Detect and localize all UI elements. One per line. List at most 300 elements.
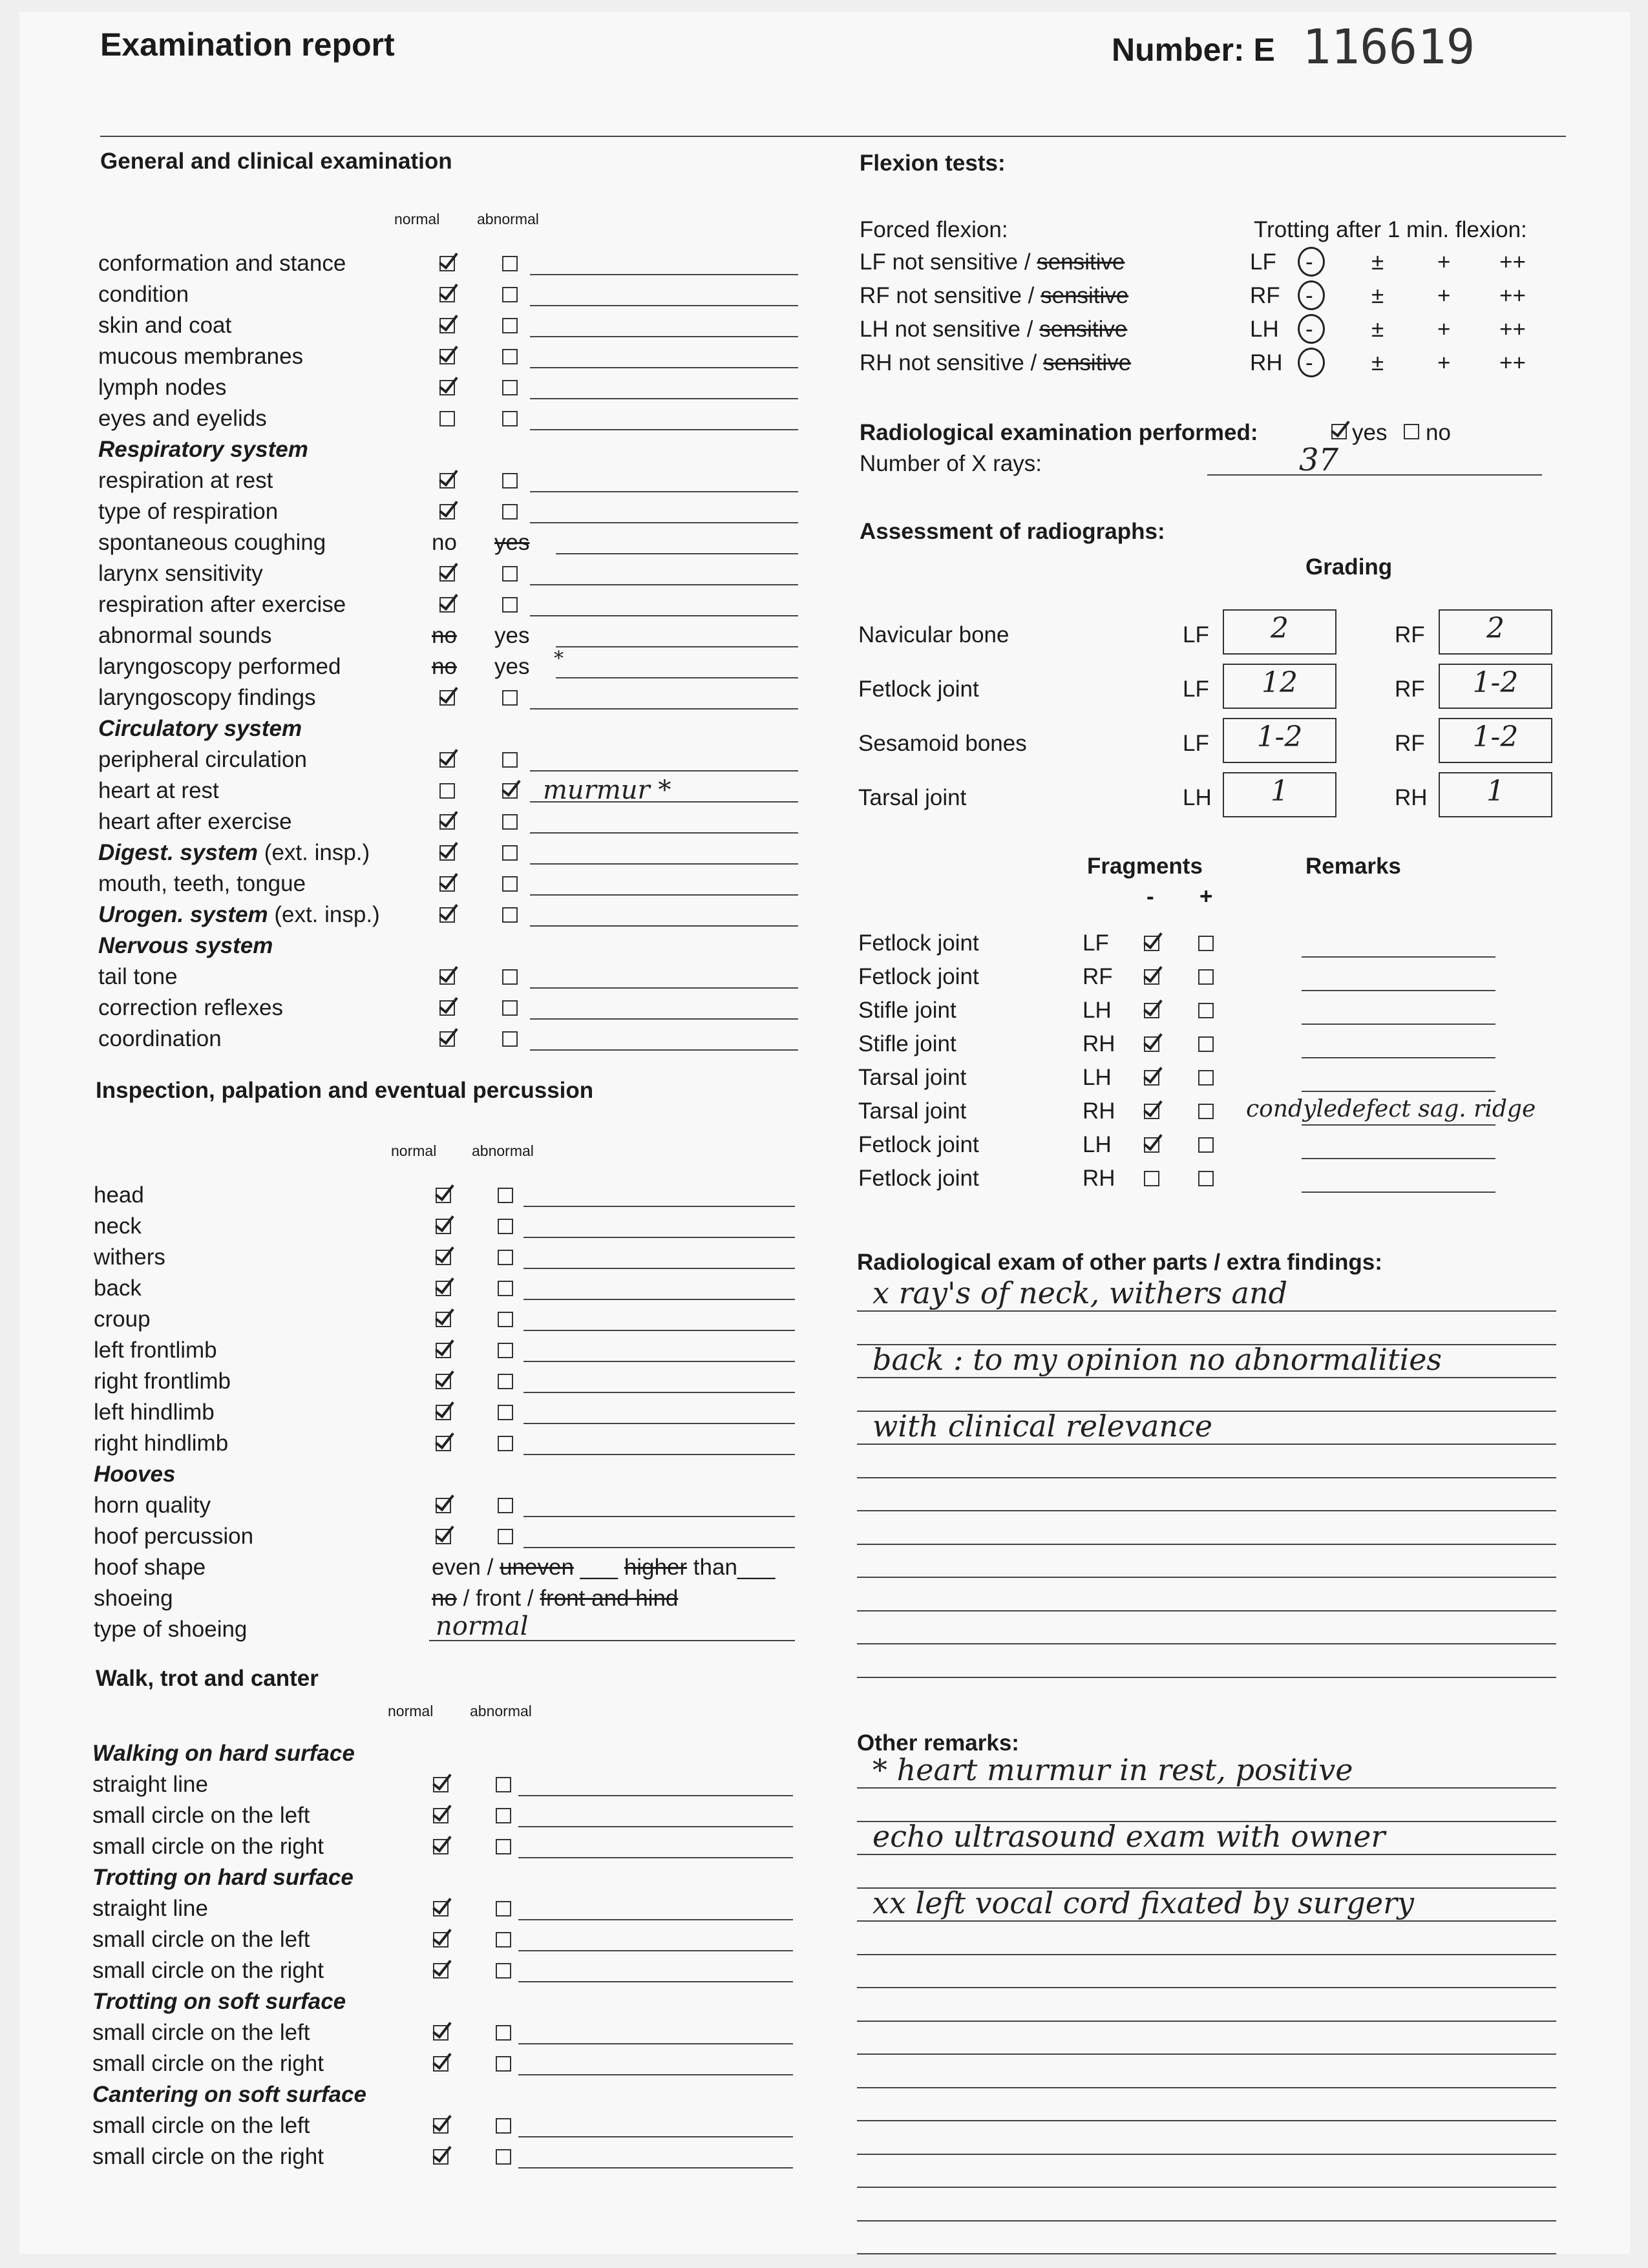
yes-option: yes [494,530,530,555]
row-label: small circle on the left [92,2020,310,2045]
normal-checkbox[interactable] [439,752,455,768]
abnormal-checkbox[interactable] [496,1839,511,1854]
handwritten-line: back : to my opinion no abnormalities [872,1342,1442,1377]
shoeing-c: front and hind [540,1586,679,1611]
row-label: small circle on the right [92,2144,324,2169]
handwritten-line: xx left vocal cord fixated by surgery [872,1885,1415,1920]
general-normal-header: normal [394,211,440,227]
fragment-joint-label: Fetlock joint [858,964,979,989]
normal-checkbox[interactable] [439,504,455,520]
flexion-row-label [860,350,1131,376]
remark-line [523,1454,795,1455]
remark-line [530,305,798,306]
assessment-right-leg: RF [1395,677,1425,702]
subsection-heading: Circulatory system [98,716,302,741]
assessment-left-leg: LF [1183,622,1209,647]
radiology-performed-label: Radiological examination performed: [860,420,1258,445]
flexion-grade: + [1437,317,1451,342]
normal-checkbox[interactable] [439,566,455,582]
abnormal-checkbox[interactable] [498,1374,513,1389]
normal-checkbox[interactable] [436,1498,451,1513]
flexion-grade: + [1437,249,1451,275]
handwritten-line: * heart murmur in rest, positive [872,1752,1353,1787]
row-label: right frontlimb [94,1369,231,1394]
fragment-minus-checkbox[interactable] [1144,1171,1159,1186]
fragment-plus-checkbox[interactable] [1198,1171,1214,1186]
grade-value-right: 1 [1486,775,1505,808]
fragment-plus-checkbox[interactable] [1198,1104,1214,1119]
flexion-grade: ++ [1499,350,1526,375]
other-parts-title: Radiological exam of other parts / extra findings: [857,1250,1382,1275]
row-label: small circle on the left [92,1927,310,1952]
fragment-plus-checkbox[interactable] [1198,1003,1214,1018]
shoeing-options [432,1586,678,1612]
normal-checkbox[interactable] [433,1839,449,1854]
fragment-leg: LH [1083,1065,1112,1090]
fragment-minus-checkbox[interactable] [1144,1070,1159,1086]
assessment-right-leg: RF [1395,731,1425,756]
abnormal-checkbox[interactable] [502,349,518,364]
shoeing-b: / front / [456,1586,540,1611]
hoof-shape-e: than___ [687,1555,776,1580]
row-label: respiration at rest [98,468,273,493]
writing-line [857,1987,1556,1988]
abnormal-checkbox[interactable] [496,2056,511,2072]
other-remarks-title: Other remarks: [857,1730,1019,1756]
remark-line [530,615,798,616]
writing-line [857,1477,1556,1478]
assessment-right-leg: RH [1395,785,1428,810]
flexion-grade: ± [1371,350,1384,375]
normal-checkbox[interactable] [439,876,455,892]
normal-checkbox[interactable] [439,907,455,923]
writing-line [857,2053,1556,2055]
hoof-shape-a: even / [432,1555,500,1580]
header-rule [100,136,1566,137]
fragment-minus-checkbox[interactable] [1144,1137,1159,1153]
fragment-remark-line [1302,1124,1495,1126]
abnormal-checkbox[interactable] [498,1312,513,1327]
remark-line [518,1981,793,1982]
row-label: mouth, teeth, tongue [98,871,306,896]
normal-checkbox[interactable] [436,1436,451,1451]
trotting-header: Trotting after 1 min. flexion: [1254,217,1527,242]
inspection-normal-header: normal [391,1142,437,1159]
flexion-circled-grade[interactable] [1298,247,1325,277]
abnormal-checkbox[interactable] [502,566,518,582]
row-label: small circle on the left [92,1803,310,1828]
normal-checkbox[interactable] [439,1000,455,1016]
normal-checkbox[interactable] [439,256,455,271]
row-label: mucous membranes [98,344,304,369]
fragment-minus-checkbox[interactable] [1144,1104,1159,1119]
writing-line [857,2021,1556,2022]
fragment-remark-line [1302,956,1495,958]
flexion-leg: RF [1250,283,1280,308]
normal-checkbox[interactable] [436,1250,451,1265]
normal-checkbox[interactable] [439,411,455,426]
no-option: no [432,654,457,679]
fragment-minus-checkbox[interactable] [1144,1036,1159,1052]
flexion-circled-grade[interactable] [1298,348,1325,377]
flexion-title: Flexion tests: [860,151,1006,176]
fragment-leg: RH [1083,1166,1115,1191]
subsection-heading [98,902,380,928]
remark-line [523,1516,795,1517]
row-label: right hindlimb [94,1431,229,1456]
row-label: type of respiration [98,499,279,524]
row-label: croup [94,1307,151,1332]
flexion-grade: ++ [1499,317,1526,342]
abnormal-checkbox[interactable] [502,876,518,892]
normal-checkbox[interactable] [439,349,455,364]
normal-checkbox[interactable] [439,318,455,333]
fragment-minus-checkbox[interactable] [1144,936,1159,951]
no-option: no [432,530,457,555]
yes-option: yes [494,654,530,679]
remark-line [556,677,798,678]
radiology-yes-label: yes [1352,420,1388,445]
normal-checkbox[interactable] [436,1529,451,1544]
abnormal-checkbox[interactable] [502,597,518,613]
subsection-heading: Respiratory system [98,437,308,462]
fragment-plus-checkbox[interactable] [1198,1036,1214,1052]
abnormal-checkbox[interactable] [498,1436,513,1451]
inspection-section-title: Inspection, palpation and eventual percussion [96,1078,594,1103]
normal-checkbox[interactable] [433,2118,449,2134]
normal-checkbox[interactable] [439,969,455,985]
radiology-no-label: no [1426,420,1451,445]
row-label: abnormal sounds [98,623,272,648]
normal-checkbox[interactable] [436,1312,451,1327]
fragment-joint-label: Fetlock joint [858,1166,979,1191]
subsection-heading [98,840,370,866]
report-title: Examination report [100,26,395,63]
abnormal-checkbox[interactable] [502,380,518,395]
remark-line [523,1299,795,1300]
grade-value-right: 1-2 [1472,666,1519,699]
normal-checkbox[interactable] [433,1963,449,1979]
handwritten-note: normal [436,1612,529,1641]
fragment-joint-label: Tarsal joint [858,1098,967,1124]
row-label: straight line [92,1772,208,1797]
flexion-sensitive: sensitive [1039,317,1128,342]
fragment-plus-checkbox[interactable] [1198,1137,1214,1153]
writing-line [857,1643,1556,1644]
fragment-remark-line [1302,1057,1495,1058]
writing-line [857,1787,1556,1789]
inspection-abnormal-header: abnormal [472,1142,534,1159]
abnormal-checkbox[interactable] [496,1963,511,1979]
grade-value-left: 12 [1262,666,1298,699]
abnormal-checkbox[interactable] [502,690,518,706]
normal-checkbox[interactable] [433,1932,449,1948]
assessment-title: Assessment of radiographs: [860,519,1165,544]
remark-line [556,553,798,554]
gait-normal-header: normal [388,1703,434,1719]
abnormal-checkbox[interactable] [498,1281,513,1296]
remark-line [530,584,798,585]
grading-header: Grading [1305,554,1393,580]
abnormal-checkbox[interactable] [498,1219,513,1234]
abnormal-checkbox[interactable] [502,752,518,768]
abnormal-checkbox[interactable] [498,1498,513,1513]
row-label: coordination [98,1026,222,1051]
radiology-no-checkbox[interactable] [1404,424,1419,439]
fragment-plus-checkbox[interactable] [1198,936,1214,951]
flexion-grade: - [1305,249,1313,275]
row-label: lymph nodes [98,375,227,400]
remark-line [530,336,798,337]
subsection-name: Digest. system [98,840,259,865]
flexion-not-sensitive: RH not sensitive / [860,350,1043,375]
abnormal-checkbox[interactable] [502,1000,518,1016]
subsection-heading: Nervous system [98,933,273,958]
remark-line [523,1547,795,1548]
handwritten-note: * [554,647,564,670]
abnormal-checkbox[interactable] [502,504,518,520]
remark-line [518,2043,793,2044]
normal-checkbox[interactable] [433,2149,449,2165]
remark-line [518,1950,793,1951]
row-label: horn quality [94,1493,211,1518]
fragment-joint-label: Fetlock joint [858,930,979,956]
writing-line [857,1544,1556,1545]
forced-flexion-label: Forced flexion: [860,217,1008,242]
radiology-yes-checkbox[interactable] [1331,424,1347,439]
handwritten-line: echo ultrasound exam with owner [872,1819,1386,1854]
remark-line [530,398,798,399]
flexion-leg: LH [1250,317,1279,342]
normal-checkbox[interactable] [433,1808,449,1823]
fragments-plus-header: + [1199,884,1213,909]
subsection-name: Urogen. system [98,902,268,927]
fragment-joint-label: Stifle joint [858,998,956,1023]
row-label: head [94,1182,144,1208]
remark-line [523,1206,795,1207]
abnormal-checkbox[interactable] [502,783,518,799]
row-label: larynx sensitivity [98,561,263,586]
writing-line [857,1577,1556,1578]
handwritten-line: x ray's of neck, withers and [872,1276,1288,1310]
grade-value-right: 1-2 [1472,720,1519,753]
remark-line [530,863,798,865]
normal-checkbox[interactable] [436,1188,451,1203]
flexion-circled-grade[interactable] [1298,314,1325,344]
remark-line [523,1423,795,1424]
subsection-heading: Trotting on soft surface [92,1989,346,2014]
flexion-grade: - [1305,317,1313,342]
writing-line [857,1954,1556,1955]
gait-abnormal-header: abnormal [470,1703,532,1719]
row-label: neck [94,1213,142,1239]
no-option: no [432,623,457,648]
flexion-grade: + [1437,350,1451,375]
flexion-grade: ++ [1499,283,1526,308]
subsection-heading: Cantering on soft surface [92,2082,366,2107]
flexion-row-label [860,283,1128,309]
abnormal-checkbox[interactable] [498,1343,513,1358]
fragment-minus-checkbox[interactable] [1144,969,1159,985]
abnormal-checkbox[interactable] [502,411,518,426]
normal-checkbox[interactable] [439,783,455,799]
fragments-minus-header: - [1146,884,1154,909]
shoeing-a: no [432,1586,457,1611]
normal-checkbox[interactable] [439,597,455,613]
abnormal-checkbox[interactable] [502,845,518,861]
normal-checkbox[interactable] [433,2056,449,2072]
report-number: 116619 [1302,19,1475,75]
writing-line [857,2120,1556,2121]
hoof-shape-b: uneven [500,1555,574,1580]
remark-line [530,925,798,927]
remark-line [530,367,798,368]
row-label: eyes and eyelids [98,406,267,431]
assessment-left-leg: LF [1183,677,1209,702]
flexion-not-sensitive: LF not sensitive / [860,249,1037,275]
normal-checkbox[interactable] [439,380,455,395]
row-label: hoof percussion [94,1524,254,1549]
fragment-leg: RF [1083,964,1113,989]
fragment-remark-line [1302,1024,1495,1025]
flexion-grade: - [1305,283,1313,308]
subsection-heading: Trotting on hard surface [92,1865,354,1890]
remark-line [530,894,798,896]
assessment-label: Navicular bone [858,622,1009,647]
normal-checkbox[interactable] [439,287,455,302]
flexion-leg: RH [1250,350,1283,375]
normal-checkbox[interactable] [436,1281,451,1296]
remark-line [518,2136,793,2137]
remark-line [530,708,798,709]
abnormal-checkbox[interactable] [496,1901,511,1916]
assessment-label: Tarsal joint [858,785,967,810]
abnormal-checkbox[interactable] [502,1031,518,1047]
normal-checkbox[interactable] [439,814,455,830]
remark-line [523,1361,795,1362]
remark-line [523,1268,795,1269]
abnormal-checkbox[interactable] [496,2025,511,2041]
fragment-plus-checkbox[interactable] [1198,1070,1214,1086]
abnormal-checkbox[interactable] [502,256,518,271]
writing-line [857,2253,1556,2254]
writing-line [857,1510,1556,1511]
assessment-label: Sesamoid bones [858,731,1027,756]
remark-line [530,770,798,772]
remark-line [518,1919,793,1920]
fragment-remark: condyledefect sag. ridge [1246,1096,1536,1122]
abnormal-checkbox[interactable] [496,2118,511,2134]
row-label: type of shoeing [94,1617,248,1642]
abnormal-checkbox[interactable] [502,318,518,333]
fragment-leg: RH [1083,1098,1115,1124]
flexion-circled-grade[interactable] [1298,280,1325,310]
abnormal-checkbox[interactable] [496,2149,511,2165]
remark-line [523,1237,795,1238]
writing-line [857,1920,1556,1922]
row-label: small circle on the left [92,2113,310,2138]
writing-line [857,2087,1556,2088]
fragment-leg: RH [1083,1031,1115,1056]
writing-line [857,1444,1556,1445]
flexion-grade: + [1437,283,1451,308]
row-label: small circle on the right [92,1834,324,1859]
row-label: condition [98,282,189,307]
normal-checkbox[interactable] [436,1219,451,1234]
normal-checkbox[interactable] [439,690,455,706]
xrays-line [1207,474,1542,476]
fragment-joint-label: Tarsal joint [858,1065,967,1090]
row-label: tail tone [98,964,178,989]
remarks-header: Remarks [1305,854,1401,879]
remark-line [530,274,798,275]
remark-line [530,1018,798,1020]
abnormal-checkbox[interactable] [496,1808,511,1823]
row-label: hoof shape [94,1555,206,1580]
remark-line [518,1826,793,1827]
abnormal-checkbox[interactable] [498,1188,513,1203]
abnormal-checkbox[interactable] [496,1777,511,1792]
row-label: laryngoscopy findings [98,685,316,710]
normal-checkbox[interactable] [436,1405,451,1420]
row-label: small circle on the right [92,2051,324,2076]
row-label: left frontlimb [94,1338,217,1363]
row-label: heart at rest [98,778,219,803]
flexion-grade: ± [1371,283,1384,308]
hoof-shape-c: ___ [573,1555,624,1580]
abnormal-checkbox[interactable] [496,1932,511,1948]
abnormal-checkbox[interactable] [502,473,518,488]
abnormal-checkbox[interactable] [498,1250,513,1265]
normal-checkbox[interactable] [439,1031,455,1047]
abnormal-checkbox[interactable] [498,1405,513,1420]
normal-checkbox[interactable] [433,2025,449,2041]
abnormal-checkbox[interactable] [498,1529,513,1544]
fragment-minus-checkbox[interactable] [1144,1003,1159,1018]
handwritten-note: murmur * [543,775,671,805]
remark-line [530,1049,798,1051]
fragment-remark-line [1302,1192,1495,1193]
normal-checkbox[interactable] [439,845,455,861]
abnormal-checkbox[interactable] [502,907,518,923]
writing-line [857,2187,1556,2188]
normal-checkbox[interactable] [433,1777,449,1792]
hoof-shape-d: higher [624,1555,688,1580]
row-label: straight line [92,1896,208,1921]
handwritten-line: with clinical relevance [872,1409,1213,1444]
remark-line [518,2167,793,2168]
subsection-heading: Hooves [94,1462,176,1487]
abnormal-checkbox[interactable] [502,969,518,985]
abnormal-checkbox[interactable] [502,287,518,302]
abnormal-checkbox[interactable] [502,814,518,830]
flexion-row-label [860,249,1125,275]
normal-checkbox[interactable] [436,1374,451,1389]
fragment-plus-checkbox[interactable] [1198,969,1214,985]
writing-line [857,2154,1556,2155]
fragment-remark-line [1302,990,1495,991]
writing-line [857,1677,1556,1678]
row-label: back [94,1276,142,1301]
subsection-heading: Walking on hard surface [92,1741,355,1766]
flexion-sensitive: sensitive [1043,350,1132,375]
row-label: respiration after exercise [98,592,346,617]
grade-value-left: 2 [1271,612,1289,645]
normal-checkbox[interactable] [433,1901,449,1916]
normal-checkbox[interactable] [439,473,455,488]
xrays-value: 37 [1299,442,1339,478]
normal-checkbox[interactable] [436,1343,451,1358]
